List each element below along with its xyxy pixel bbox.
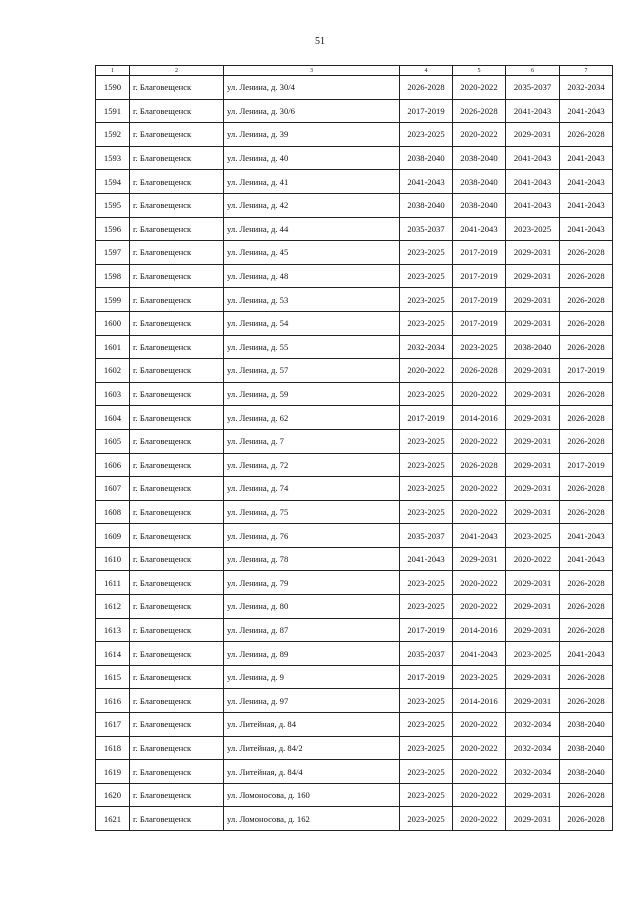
cell-period-col-4: 2023-2025 xyxy=(400,713,453,737)
cell-period-col-5: 2017-2019 xyxy=(453,311,506,335)
cell-period-col-6: 2032-2034 xyxy=(506,760,560,784)
cell-address: ул. Ленина, д. 30/4 xyxy=(224,76,400,100)
cell-city: г. Благовещенск xyxy=(130,146,224,170)
cell-period-col-4: 2023-2025 xyxy=(400,477,453,501)
cell-period-col-6: 2029-2031 xyxy=(506,783,560,807)
cell-period-col-4: 2023-2025 xyxy=(400,689,453,713)
cell-row-number: 1601 xyxy=(96,335,130,359)
cell-address: ул. Ленина, д. 78 xyxy=(224,547,400,571)
cell-period-col-6: 2041-2043 xyxy=(506,193,560,217)
cell-city: г. Благовещенск xyxy=(130,429,224,453)
cell-row-number: 1620 xyxy=(96,783,130,807)
cell-city: г. Благовещенск xyxy=(130,689,224,713)
cell-period-col-4: 2023-2025 xyxy=(400,311,453,335)
cell-city: г. Благовещенск xyxy=(130,618,224,642)
cell-row-number: 1612 xyxy=(96,595,130,619)
cell-period-col-4: 2023-2025 xyxy=(400,760,453,784)
cell-period-col-7: 2038-2040 xyxy=(560,760,613,784)
cell-period-col-7: 2026-2028 xyxy=(560,241,613,265)
table-row xyxy=(96,335,613,359)
cell-period-col-6: 2041-2043 xyxy=(506,170,560,194)
table-row xyxy=(96,547,613,571)
cell-city: г. Благовещенск xyxy=(130,311,224,335)
cell-period-col-5: 2023-2025 xyxy=(453,335,506,359)
cell-row-number: 1618 xyxy=(96,736,130,760)
cell-period-col-4: 2023-2025 xyxy=(400,264,453,288)
cell-period-col-6: 2029-2031 xyxy=(506,429,560,453)
cell-period-col-6: 2041-2043 xyxy=(506,99,560,123)
cell-period-col-6: 2020-2022 xyxy=(506,547,560,571)
cell-period-col-5: 2038-2040 xyxy=(453,193,506,217)
cell-address: ул. Ленина, д. 41 xyxy=(224,170,400,194)
cell-period-col-5: 2020-2022 xyxy=(453,736,506,760)
cell-period-col-7: 2026-2028 xyxy=(560,665,613,689)
cell-period-col-5: 2014-2016 xyxy=(453,618,506,642)
cell-period-col-5: 2026-2028 xyxy=(453,453,506,477)
cell-period-col-7: 2038-2040 xyxy=(560,736,613,760)
cell-address: ул. Литейная, д. 84 xyxy=(224,713,400,737)
cell-period-col-7: 2032-2034 xyxy=(560,76,613,100)
cell-period-col-7: 2017-2019 xyxy=(560,453,613,477)
header-col-5: 5 xyxy=(453,66,506,76)
cell-period-col-4: 2023-2025 xyxy=(400,288,453,312)
header-col-2: 2 xyxy=(130,66,224,76)
cell-period-col-4: 2023-2025 xyxy=(400,453,453,477)
table-row xyxy=(96,429,613,453)
cell-row-number: 1597 xyxy=(96,241,130,265)
cell-period-col-6: 2038-2040 xyxy=(506,335,560,359)
cell-row-number: 1598 xyxy=(96,264,130,288)
cell-address: ул. Ленина, д. 55 xyxy=(224,335,400,359)
cell-period-col-4: 2023-2025 xyxy=(400,241,453,265)
table-row xyxy=(96,382,613,406)
table-row xyxy=(96,595,613,619)
table-row xyxy=(96,123,613,147)
cell-period-col-7: 2026-2028 xyxy=(560,406,613,430)
table-row xyxy=(96,500,613,524)
cell-period-col-7: 2026-2028 xyxy=(560,500,613,524)
cell-period-col-7: 2041-2043 xyxy=(560,146,613,170)
cell-address: ул. Ленина, д. 45 xyxy=(224,241,400,265)
cell-address: ул. Ленина, д. 7 xyxy=(224,429,400,453)
cell-period-col-4: 2023-2025 xyxy=(400,736,453,760)
cell-address: ул. Ленина, д. 9 xyxy=(224,665,400,689)
cell-period-col-5: 2026-2028 xyxy=(453,99,506,123)
cell-address: ул. Ленина, д. 74 xyxy=(224,477,400,501)
table-row xyxy=(96,642,613,666)
cell-period-col-4: 2041-2043 xyxy=(400,170,453,194)
cell-row-number: 1591 xyxy=(96,99,130,123)
cell-address: ул. Литейная, д. 84/2 xyxy=(224,736,400,760)
cell-period-col-7: 2041-2043 xyxy=(560,217,613,241)
cell-city: г. Благовещенск xyxy=(130,807,224,831)
cell-address: ул. Ленина, д. 44 xyxy=(224,217,400,241)
header-col-7: 7 xyxy=(560,66,613,76)
cell-period-col-7: 2026-2028 xyxy=(560,595,613,619)
cell-row-number: 1602 xyxy=(96,359,130,383)
cell-period-col-4: 2023-2025 xyxy=(400,783,453,807)
cell-city: г. Благовещенск xyxy=(130,453,224,477)
cell-row-number: 1606 xyxy=(96,453,130,477)
cell-city: г. Благовещенск xyxy=(130,524,224,548)
cell-row-number: 1605 xyxy=(96,429,130,453)
cell-period-col-5: 2020-2022 xyxy=(453,571,506,595)
cell-period-col-6: 2029-2031 xyxy=(506,311,560,335)
cell-row-number: 1615 xyxy=(96,665,130,689)
cell-period-col-4: 2023-2025 xyxy=(400,595,453,619)
cell-period-col-7: 2026-2028 xyxy=(560,311,613,335)
cell-period-col-6: 2023-2025 xyxy=(506,642,560,666)
table-row xyxy=(96,76,613,100)
table-row xyxy=(96,618,613,642)
cell-period-col-5: 2020-2022 xyxy=(453,500,506,524)
cell-period-col-6: 2029-2031 xyxy=(506,571,560,595)
cell-address: ул. Ленина, д. 72 xyxy=(224,453,400,477)
cell-period-col-5: 2020-2022 xyxy=(453,807,506,831)
cell-address: ул. Ленина, д. 79 xyxy=(224,571,400,595)
header-col-4: 4 xyxy=(400,66,453,76)
table-row xyxy=(96,170,613,194)
table-row xyxy=(96,571,613,595)
cell-city: г. Благовещенск xyxy=(130,665,224,689)
cell-city: г. Благовещенск xyxy=(130,382,224,406)
cell-period-col-5: 2014-2016 xyxy=(453,406,506,430)
cell-city: г. Благовещенск xyxy=(130,288,224,312)
cell-row-number: 1617 xyxy=(96,713,130,737)
header-col-1: 1 xyxy=(96,66,130,76)
cell-address: ул. Ленина, д. 62 xyxy=(224,406,400,430)
cell-address: ул. Ленина, д. 53 xyxy=(224,288,400,312)
cell-city: г. Благовещенск xyxy=(130,193,224,217)
cell-period-col-4: 2035-2037 xyxy=(400,642,453,666)
cell-city: г. Благовещенск xyxy=(130,359,224,383)
cell-city: г. Благовещенск xyxy=(130,335,224,359)
cell-city: г. Благовещенск xyxy=(130,170,224,194)
cell-row-number: 1593 xyxy=(96,146,130,170)
cell-period-col-7: 2041-2043 xyxy=(560,99,613,123)
cell-period-col-7: 2026-2028 xyxy=(560,571,613,595)
cell-period-col-7: 2038-2040 xyxy=(560,713,613,737)
cell-city: г. Благовещенск xyxy=(130,500,224,524)
cell-address: ул. Ленина, д. 39 xyxy=(224,123,400,147)
cell-city: г. Благовещенск xyxy=(130,264,224,288)
cell-period-col-6: 2032-2034 xyxy=(506,713,560,737)
cell-row-number: 1614 xyxy=(96,642,130,666)
cell-period-col-7: 2026-2028 xyxy=(560,618,613,642)
cell-row-number: 1590 xyxy=(96,76,130,100)
cell-period-col-6: 2029-2031 xyxy=(506,382,560,406)
table-row xyxy=(96,665,613,689)
cell-period-col-5: 2020-2022 xyxy=(453,382,506,406)
cell-period-col-6: 2029-2031 xyxy=(506,500,560,524)
cell-period-col-5: 2017-2019 xyxy=(453,264,506,288)
cell-period-col-4: 2032-2034 xyxy=(400,335,453,359)
cell-period-col-7: 2041-2043 xyxy=(560,170,613,194)
table-row xyxy=(96,359,613,383)
cell-period-col-5: 2026-2028 xyxy=(453,359,506,383)
cell-period-col-7: 2026-2028 xyxy=(560,288,613,312)
table-row xyxy=(96,477,613,501)
table-row xyxy=(96,783,613,807)
cell-period-col-6: 2041-2043 xyxy=(506,146,560,170)
cell-period-col-7: 2041-2043 xyxy=(560,193,613,217)
table-row xyxy=(96,99,613,123)
cell-period-col-5: 2020-2022 xyxy=(453,783,506,807)
cell-period-col-5: 2038-2040 xyxy=(453,170,506,194)
cell-period-col-7: 2026-2028 xyxy=(560,264,613,288)
cell-city: г. Благовещенск xyxy=(130,642,224,666)
cell-city: г. Благовещенск xyxy=(130,99,224,123)
cell-city: г. Благовещенск xyxy=(130,736,224,760)
cell-period-col-6: 2029-2031 xyxy=(506,477,560,501)
cell-city: г. Благовещенск xyxy=(130,76,224,100)
table-row xyxy=(96,736,613,760)
cell-period-col-5: 2017-2019 xyxy=(453,241,506,265)
housing-registry-table xyxy=(95,65,613,831)
cell-period-col-5: 2029-2031 xyxy=(453,547,506,571)
cell-period-col-4: 2023-2025 xyxy=(400,429,453,453)
cell-period-col-4: 2041-2043 xyxy=(400,547,453,571)
cell-row-number: 1604 xyxy=(96,406,130,430)
cell-period-col-6: 2029-2031 xyxy=(506,807,560,831)
cell-city: г. Благовещенск xyxy=(130,217,224,241)
cell-address: ул. Ленина, д. 48 xyxy=(224,264,400,288)
cell-period-col-4: 2023-2025 xyxy=(400,382,453,406)
cell-row-number: 1595 xyxy=(96,193,130,217)
cell-period-col-6: 2029-2031 xyxy=(506,406,560,430)
table-row xyxy=(96,689,613,713)
cell-period-col-7: 2026-2028 xyxy=(560,689,613,713)
table-row xyxy=(96,264,613,288)
cell-row-number: 1610 xyxy=(96,547,130,571)
cell-address: ул. Ленина, д. 57 xyxy=(224,359,400,383)
cell-period-col-7: 2026-2028 xyxy=(560,335,613,359)
cell-period-col-4: 2026-2028 xyxy=(400,76,453,100)
cell-period-col-4: 2017-2019 xyxy=(400,665,453,689)
table-body xyxy=(96,76,613,831)
cell-period-col-4: 2020-2022 xyxy=(400,359,453,383)
cell-address: ул. Ленина, д. 97 xyxy=(224,689,400,713)
cell-city: г. Благовещенск xyxy=(130,241,224,265)
cell-row-number: 1611 xyxy=(96,571,130,595)
cell-address: ул. Ломоносова, д. 160 xyxy=(224,783,400,807)
cell-period-col-6: 2035-2037 xyxy=(506,76,560,100)
table-row xyxy=(96,524,613,548)
cell-address: ул. Ленина, д. 76 xyxy=(224,524,400,548)
cell-period-col-6: 2023-2025 xyxy=(506,524,560,548)
cell-period-col-6: 2029-2031 xyxy=(506,595,560,619)
cell-period-col-4: 2035-2037 xyxy=(400,524,453,548)
cell-period-col-7: 2041-2043 xyxy=(560,524,613,548)
cell-period-col-6: 2029-2031 xyxy=(506,665,560,689)
cell-row-number: 1607 xyxy=(96,477,130,501)
cell-address: ул. Ленина, д. 75 xyxy=(224,500,400,524)
cell-row-number: 1616 xyxy=(96,689,130,713)
header-col-3: 3 xyxy=(224,66,400,76)
table-row xyxy=(96,311,613,335)
cell-city: г. Благовещенск xyxy=(130,571,224,595)
cell-row-number: 1619 xyxy=(96,760,130,784)
cell-period-col-7: 2026-2028 xyxy=(560,429,613,453)
cell-period-col-6: 2029-2031 xyxy=(506,288,560,312)
cell-address: ул. Ленина, д. 80 xyxy=(224,595,400,619)
cell-city: г. Благовещенск xyxy=(130,477,224,501)
cell-row-number: 1613 xyxy=(96,618,130,642)
cell-period-col-7: 2026-2028 xyxy=(560,382,613,406)
table-row xyxy=(96,406,613,430)
table-row xyxy=(96,453,613,477)
cell-period-col-7: 2017-2019 xyxy=(560,359,613,383)
cell-row-number: 1608 xyxy=(96,500,130,524)
cell-period-col-7: 2041-2043 xyxy=(560,547,613,571)
cell-address: ул. Ленина, д. 59 xyxy=(224,382,400,406)
cell-period-col-6: 2029-2031 xyxy=(506,618,560,642)
cell-row-number: 1609 xyxy=(96,524,130,548)
cell-row-number: 1594 xyxy=(96,170,130,194)
cell-period-col-4: 2035-2037 xyxy=(400,217,453,241)
table-row xyxy=(96,146,613,170)
cell-period-col-5: 2038-2040 xyxy=(453,146,506,170)
table-row xyxy=(96,713,613,737)
cell-row-number: 1592 xyxy=(96,123,130,147)
cell-period-col-5: 2014-2016 xyxy=(453,689,506,713)
cell-period-col-5: 2020-2022 xyxy=(453,477,506,501)
cell-period-col-6: 2029-2031 xyxy=(506,359,560,383)
cell-period-col-6: 2029-2031 xyxy=(506,264,560,288)
cell-period-col-6: 2029-2031 xyxy=(506,453,560,477)
cell-city: г. Благовещенск xyxy=(130,783,224,807)
cell-city: г. Благовещенск xyxy=(130,406,224,430)
cell-period-col-4: 2023-2025 xyxy=(400,571,453,595)
cell-city: г. Благовещенск xyxy=(130,760,224,784)
cell-period-col-5: 2020-2022 xyxy=(453,76,506,100)
cell-period-col-4: 2023-2025 xyxy=(400,500,453,524)
cell-row-number: 1603 xyxy=(96,382,130,406)
cell-city: г. Благовещенск xyxy=(130,547,224,571)
cell-address: ул. Ломоносова, д. 162 xyxy=(224,807,400,831)
header-col-6: 6 xyxy=(506,66,560,76)
cell-period-col-7: 2026-2028 xyxy=(560,123,613,147)
cell-period-col-5: 2041-2043 xyxy=(453,217,506,241)
cell-period-col-5: 2023-2025 xyxy=(453,665,506,689)
cell-address: ул. Ленина, д. 40 xyxy=(224,146,400,170)
table-row xyxy=(96,241,613,265)
cell-period-col-4: 2023-2025 xyxy=(400,807,453,831)
cell-period-col-5: 2017-2019 xyxy=(453,288,506,312)
table-row xyxy=(96,288,613,312)
cell-period-col-6: 2029-2031 xyxy=(506,689,560,713)
cell-row-number: 1621 xyxy=(96,807,130,831)
cell-period-col-4: 2017-2019 xyxy=(400,618,453,642)
cell-period-col-6: 2032-2034 xyxy=(506,736,560,760)
table-row xyxy=(96,807,613,831)
cell-period-col-4: 2038-2040 xyxy=(400,193,453,217)
page-number: 51 xyxy=(315,36,325,47)
cell-period-col-5: 2020-2022 xyxy=(453,760,506,784)
cell-city: г. Благовещенск xyxy=(130,595,224,619)
cell-period-col-4: 2017-2019 xyxy=(400,406,453,430)
cell-period-col-7: 2026-2028 xyxy=(560,783,613,807)
cell-period-col-4: 2038-2040 xyxy=(400,146,453,170)
cell-period-col-5: 2020-2022 xyxy=(453,429,506,453)
cell-row-number: 1596 xyxy=(96,217,130,241)
cell-period-col-4: 2023-2025 xyxy=(400,123,453,147)
cell-address: ул. Ленина, д. 87 xyxy=(224,618,400,642)
cell-row-number: 1600 xyxy=(96,311,130,335)
table-row xyxy=(96,193,613,217)
cell-address: ул. Литейная, д. 84/4 xyxy=(224,760,400,784)
cell-address: ул. Ленина, д. 42 xyxy=(224,193,400,217)
cell-city: г. Благовещенск xyxy=(130,123,224,147)
cell-period-col-4: 2017-2019 xyxy=(400,99,453,123)
cell-period-col-7: 2026-2028 xyxy=(560,477,613,501)
cell-row-number: 1599 xyxy=(96,288,130,312)
cell-city: г. Благовещенск xyxy=(130,713,224,737)
table-header-row xyxy=(96,66,613,76)
table-row xyxy=(96,760,613,784)
cell-period-col-7: 2026-2028 xyxy=(560,807,613,831)
cell-period-col-5: 2020-2022 xyxy=(453,713,506,737)
cell-period-col-5: 2020-2022 xyxy=(453,123,506,147)
cell-period-col-6: 2029-2031 xyxy=(506,241,560,265)
table-row xyxy=(96,217,613,241)
cell-address: ул. Ленина, д. 30/6 xyxy=(224,99,400,123)
cell-period-col-5: 2020-2022 xyxy=(453,595,506,619)
cell-period-col-5: 2041-2043 xyxy=(453,642,506,666)
cell-period-col-6: 2023-2025 xyxy=(506,217,560,241)
cell-period-col-6: 2029-2031 xyxy=(506,123,560,147)
cell-period-col-5: 2041-2043 xyxy=(453,524,506,548)
cell-address: ул. Ленина, д. 54 xyxy=(224,311,400,335)
cell-address: ул. Ленина, д. 89 xyxy=(224,642,400,666)
cell-period-col-7: 2041-2043 xyxy=(560,642,613,666)
